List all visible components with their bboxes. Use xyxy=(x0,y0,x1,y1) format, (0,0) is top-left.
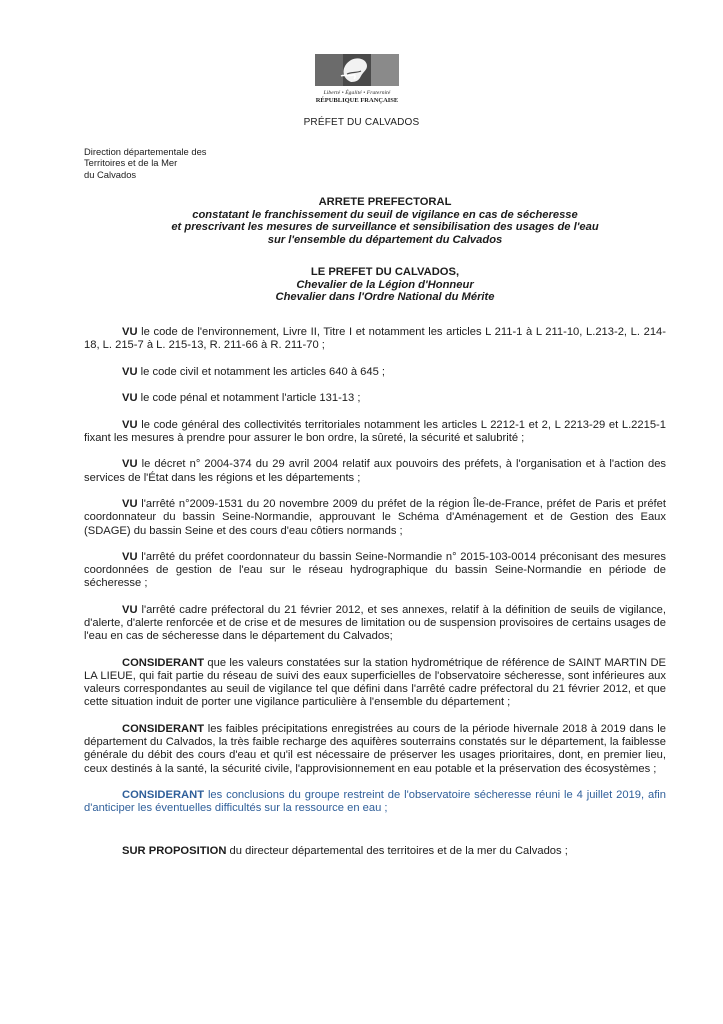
visa-paragraph xyxy=(84,366,666,379)
direction-line: Direction départementale des xyxy=(84,146,207,157)
paragraph-text: l'arrêté cadre préfectoral du 21 février 2012, et ses annexes, relatif à la définition de seuils de vigilance, d'alerte, d'alerte renforcée et de crise et de mesures de limitation ou de suspension provisoires de certains usages de l'eau en cas de sécheresse dans le département du Calvados; xyxy=(84,603,667,643)
visa-paragraph xyxy=(84,551,666,591)
logo-republic: RÉPUBLIQUE FRANÇAISE xyxy=(315,97,399,104)
decree-title: ARRETE PREFECTORAL xyxy=(318,196,452,208)
direction-block xyxy=(84,146,206,180)
paragraph-keyword: VU xyxy=(122,365,138,378)
logo-motto: Liberté • Égalité • Fraternité xyxy=(323,90,391,96)
considerant-paragraph xyxy=(84,657,666,710)
decree-subtitle: et prescrivant les mesures de surveillance et sensibilisation des usages de l'eau xyxy=(171,221,599,233)
paragraph-text: que les valeurs constatées sur la station hydrométrique de référence de SAINT MARTIN DE LA LIEUE, qui fait partie du réseau de suivi des eaux superficielles de l'observatoire sécheresse, sont inférieures aux valeurs correspondantes au seuil de vigilance tel que défini dans l'arrêté cadre préfectoral du 21 février 2012, et que cette situation induit de porter une vigilance particulière à l'ensemble du département ; xyxy=(84,656,666,709)
authority-honour: Chevalier de la Légion d'Honneur xyxy=(296,278,474,291)
paragraph-text: les faibles précipitations enregistrées au cours de la période hivernale 2018 à 2019 dans le département du Calvados, la très faible recharge des aquifères souterrains constatés sur le département, la faiblesse générale du débit des cours d'eau et qu'il est nécessaire de préserver les usages prioritaires, dont, en premier lieu, ceux destinés à la santé, la sécurité civile, l'approvisionnement en eau potable et la préservation des écosystèmes ; xyxy=(84,722,667,775)
paragraph-keyword: VU xyxy=(122,326,138,338)
paragraph-keyword: CONSIDERANT xyxy=(122,789,205,802)
visa-paragraph xyxy=(84,326,666,352)
marianne-logo-icon xyxy=(311,52,403,88)
considerant-paragraph xyxy=(84,723,666,776)
decree-body xyxy=(84,326,666,872)
paragraph-text: le code civil et notamment les articles 640 à 645 ; xyxy=(140,365,386,378)
paragraph-keyword: CONSIDERANT xyxy=(122,722,205,735)
visa-paragraph xyxy=(84,419,666,445)
prefet-title: PRÉFET DU CALVADOS xyxy=(303,117,420,128)
paragraph-text: le code de l'environnement, Livre II, Titre I et notamment les articles L 211-1 à L 211-10, L.213-2, L. 214-18, L. 215-7 à L. 215-13, R. 211-66 à R. 211-70 ; xyxy=(84,326,666,352)
paragraph-keyword: VU xyxy=(122,551,138,564)
direction-line: du Calvados xyxy=(84,168,137,180)
paragraph-keyword: VU xyxy=(122,498,138,511)
paragraph-text: l'arrêté du préfet coordonnateur du bassin Seine-Normandie n° 2015-103-0014 préconisant des mesures coordonnées de gestion de l'eau sur le réseau hydrographique du bassin Seine-Normandie en période de sécheresse ; xyxy=(84,551,666,590)
considerant-paragraph-highlighted xyxy=(84,789,666,815)
direction-line: Territoires et de la Mer xyxy=(84,157,178,169)
decree-subtitle: sur l'ensemble du département du Calvados xyxy=(267,233,503,246)
paragraph-text: l'arrêté n°2009-1531 du 20 novembre 2009 du préfet de la région Île-de-France, préfet de Paris et préfet coordonnateur du bassin Seine-Normandie, approuvant le Schéma d'Aménagement et de Gestion des Eaux (SDAGE) du bassin Seine et des cours d'eau côtiers normands ; xyxy=(84,498,666,537)
decree-subtitle: constatant le franchissement du seuil de vigilance en cas de sécheresse xyxy=(192,208,578,221)
authority-title: LE PREFET DU CALVADOS, xyxy=(310,266,460,278)
paragraph-text: les conclusions du groupe restreint de l'observatoire sécheresse réuni le 4 juillet 2019, afin d'anticiper les éventuelles difficultés sur la ressource en eau ; xyxy=(84,789,667,815)
paragraph-text: le code général des collectivités territoriales notamment les articles L 2212-1 et 2, L 2213-29 et L.2215-1 fixant les mesures à prendre pour assurer le bon ordre, la sûreté, la sécurité et salubrité ; xyxy=(84,418,667,444)
paragraph-keyword: VU xyxy=(122,392,138,405)
visa-paragraph xyxy=(84,392,666,405)
paragraph-keyword: VU xyxy=(122,603,138,616)
marianne-logo xyxy=(311,52,403,104)
authority-block xyxy=(100,266,670,304)
paragraph-text: le décret n° 2004-374 du 29 avril 2004 relatif aux pouvoirs des préfets, à l'organisation et à l'action des services de l'État dans les régions et les départements ; xyxy=(84,458,667,484)
authority-honour: Chevalier dans l'Ordre National du Mérite xyxy=(275,291,495,303)
proposition-paragraph xyxy=(84,845,666,858)
paragraph-text: du directeur départemental des territoires et de la mer du Calvados ; xyxy=(229,845,568,858)
visa-paragraph xyxy=(84,498,666,538)
paragraph-keyword: SUR PROPOSITION xyxy=(122,845,227,858)
paragraph-text: le code pénal et notamment l'article 131-13 ; xyxy=(140,392,361,405)
paragraph-keyword: VU xyxy=(122,418,138,431)
paragraph-keyword: VU xyxy=(122,458,138,471)
visa-paragraph xyxy=(84,458,666,484)
decree-heading xyxy=(100,196,670,246)
paragraph-keyword: CONSIDERANT xyxy=(122,656,205,669)
visa-paragraph xyxy=(84,604,666,644)
